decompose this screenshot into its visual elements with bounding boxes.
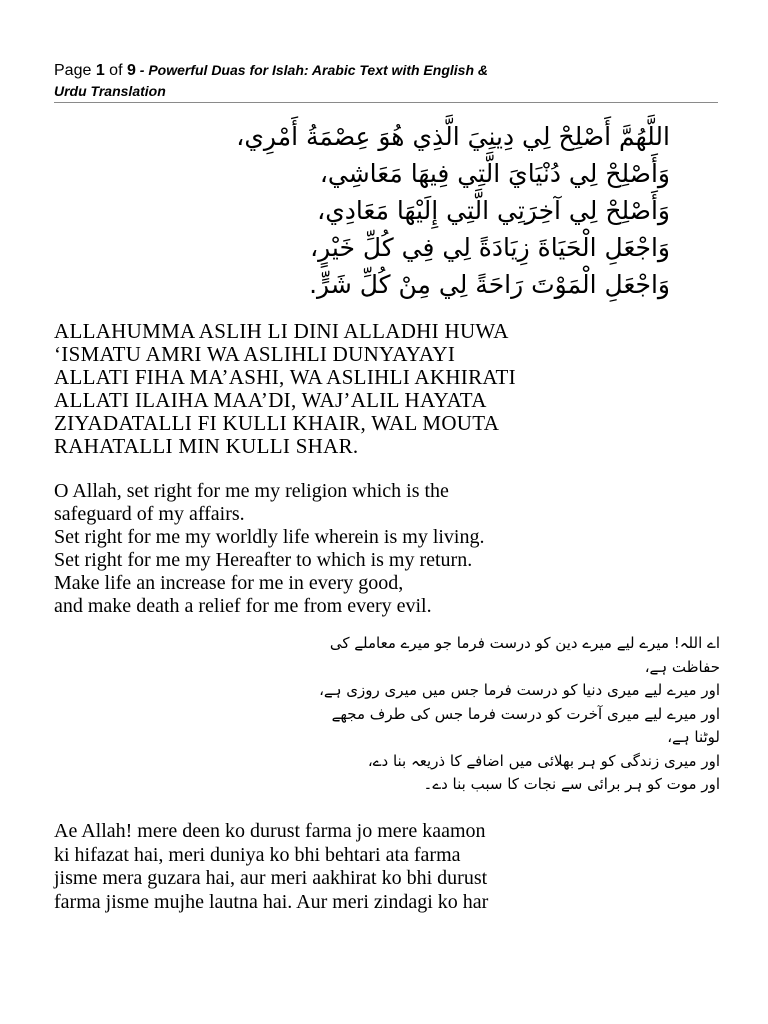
roman-urdu-block	[54, 820, 724, 914]
transliteration-line: RAHATALLI MIN KULLI SHAR.	[54, 434, 359, 458]
english-line: O Allah, set right for me my religion which is the	[54, 480, 449, 502]
transliteration-block	[54, 320, 724, 458]
english-line: Set right for me my worldly life wherein is my living.	[54, 526, 485, 548]
urdu-line: حفاظت ہے،	[644, 657, 720, 676]
urdu-line: اور میری زندگی کو ہر بھلائی میں اضافے کا ذریعہ بنا دے،	[367, 751, 720, 770]
arabic-line: اللَّهُمَّ أَصْلِحْ لِي دِينِيَ الَّذِي هُوَ عِصْمَةُ أَمْرِي،	[236, 122, 670, 151]
transliteration-line: ZIYADATALLI FI KULLI KHAIR, WAL MOUTA	[54, 411, 500, 435]
english-line: Set right for me my Hereafter to which is my return.	[54, 549, 473, 571]
arabic-line: وَاجْعَلِ الْمَوْتَ رَاحَةً لِي مِنْ كُلِّ شَرٍّ.	[309, 270, 670, 299]
roman-urdu-line: jisme mera guzara hai, aur meri aakhirat ko bhi durust	[54, 867, 488, 889]
page-header	[54, 60, 718, 102]
urdu-line: اور موت کو ہر برائی سے نجات کا سبب بنا دے۔	[423, 775, 720, 793]
arabic-dua-block	[50, 118, 670, 303]
arabic-line: وَاجْعَلِ الْحَيَاةَ زِيَادَةً لِي فِي كُلِّ خَيْرٍ،	[310, 233, 670, 262]
document-title-line-1: Powerful Duas for Islah: Arabic Text with English &	[148, 62, 488, 78]
urdu-line: اور میرے لیے میری آخرت کو درست فرما جس کی طرف مجھے	[331, 704, 720, 723]
page-label: Page	[54, 62, 96, 79]
total-pages-number: 9	[126, 62, 136, 79]
roman-urdu-line: farma jisme mujhe lautna hai. Aur meri zindagi ko har	[54, 890, 489, 913]
arabic-line: وَأَصْلِحْ لِي دُنْيَايَ الَّتِي فِيهَا مَعَاشِي،	[319, 159, 670, 188]
transliteration-line: ALLATI ILAIHA MAA’DI, WAJ’ALIL HAYATA	[54, 388, 487, 412]
roman-urdu-line: Ae Allah! mere deen ko durust farma jo mere kaamon	[54, 820, 486, 842]
english-line: Make life an increase for me in every good,	[54, 572, 404, 594]
page-of-label: of	[104, 62, 127, 79]
transliteration-line: ALLATI FIHA MA’ASHI, WA ASLIHLI AKHIRATI	[54, 365, 516, 389]
urdu-line: اور میرے لیے میری دنیا کو درست فرما جس میں میری روزی ہے،	[319, 681, 720, 699]
header-separator: -	[135, 62, 149, 78]
english-line: safeguard of my affairs.	[54, 503, 245, 525]
transliteration-line: ALLAHUMMA ASLIH LI DINI ALLADHI HUWA	[54, 319, 509, 343]
current-page-number: 1	[95, 62, 105, 79]
urdu-line: لوٹنا ہے،	[667, 728, 720, 746]
urdu-line: اے اللہ! میرے لیے میرے دین کو درست فرما جو میرے معاملے کی	[329, 634, 720, 652]
document-title-line-2: Urdu Translation	[54, 83, 166, 99]
english-line: and make death a relief for me from every evil.	[54, 595, 432, 617]
arabic-line: وَأَصْلِحْ لِي آخِرَتِي الَّتِي إِلَيْهَا مَعَادِي،	[317, 196, 670, 225]
roman-urdu-line: ki hifazat hai, meri duniya ko bhi behtari ata farma	[54, 843, 461, 866]
urdu-translation-block	[50, 632, 720, 797]
transliteration-line: ‘ISMATU AMRI WA ASLIHLI DUNYAYAYI	[54, 342, 456, 366]
english-translation-block	[54, 480, 724, 618]
header-divider	[54, 102, 718, 103]
